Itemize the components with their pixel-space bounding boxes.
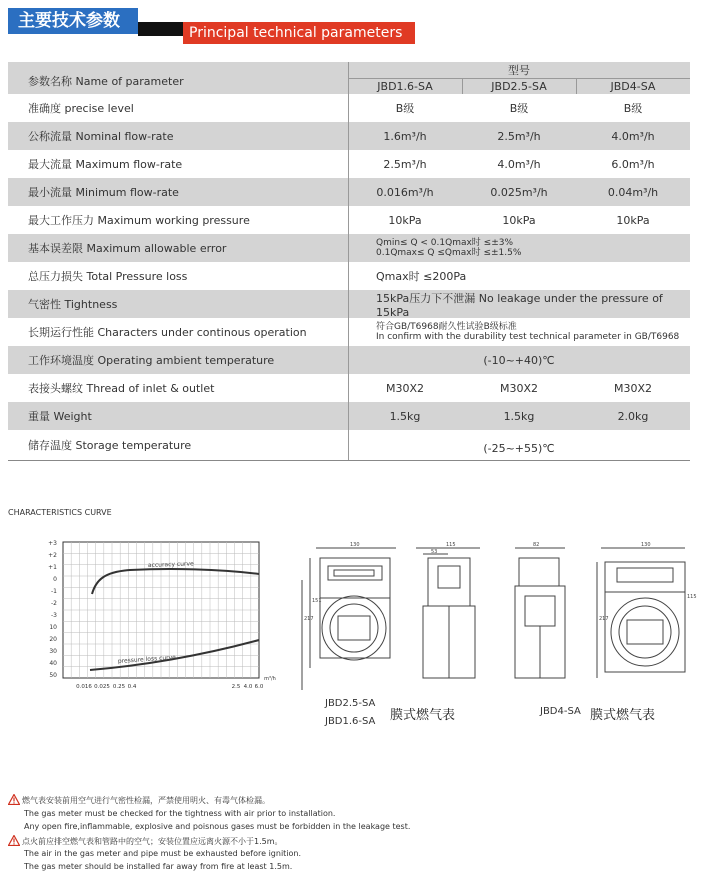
row-value: B级 [623,102,643,115]
table-header-row [8,62,690,94]
dim-label: 53 [431,549,438,555]
y-tick: +2 [48,552,57,559]
x-tick: 2.5 [231,684,241,690]
model-3: JBD4-SA [610,79,656,93]
meter-drawing-right-svg [505,540,705,700]
row-value: M30X2 [385,381,425,395]
y-tick: 40 [49,660,57,667]
table-row [8,430,690,461]
table-row [8,122,690,150]
x-unit: m³/h [264,676,276,682]
param-header: 参数名称 Name of parameter [28,75,184,88]
accuracy-curve-label: accuracy curve [147,560,194,569]
warning-1-en-1: The gas meter must be checked for the tightness with air prior to installation. [24,809,336,818]
table-row [8,234,690,262]
y-tick: -1 [51,588,57,595]
dim-label: 82 [533,542,540,548]
row-value: 0.025m³/h [490,185,548,199]
warning-1-cn: 燃气表安装前用空气进行气密性检漏，严禁使用明火、有毒气体检漏。 [22,796,270,805]
table-row [8,402,690,430]
row-label: 基本误差限 Maximum allowable error [28,242,227,255]
x-tick: 0.016 [76,684,92,690]
row-value: 2.0kg [617,409,649,423]
table-row [8,346,690,374]
row-value: 0.016m³/h [376,185,434,199]
row-value: 4.0m³/h [497,157,541,171]
caption-jbd16: JBD1.6-SA [325,716,376,727]
chart-svg [30,536,280,696]
row-span-value: 15kPa压力下不泄漏 No leakage under the pressure of 15kPa [376,291,663,319]
row-value: 6.0m³/h [611,157,655,171]
row-label: 总压力损失 Total Pressure loss [28,270,188,283]
model-2: JBD2.5-SA [491,79,547,93]
row-label: 最小流量 Minimum flow-rate [28,186,179,199]
y-tick: 10 [49,624,57,631]
row-label: 重量 Weight [28,410,92,423]
y-tick: +3 [48,540,57,547]
row-value: 2.5m³/h [497,129,541,143]
row-label: 气密性 Tightness [28,298,118,311]
row-label: 长期运行性能 Characters under continous operation [28,326,307,339]
caption-cn-left: 膜式燃气表 [390,708,456,723]
row-value: B级 [509,102,529,115]
title-decor [138,22,183,36]
row-value: 1.5kg [389,409,421,423]
title-cn: 主要技术参数 [8,8,138,34]
span-line: Qmin≤ Q < 0.1Qmax时 ≤±3% [376,238,514,248]
row-label: 准确度 precise level [28,102,134,115]
pressure-curve-label: pressure loss curve [117,653,177,665]
row-span-value [348,234,690,262]
model-1: JBD1.6-SA [377,79,433,93]
warning-2-en-1: The air in the gas meter and pipe must be exhausted before ignition. [24,849,302,858]
row-value: 10kPa [502,213,536,227]
warning-1-en-2: Any open fire,inflammable, explosive and poisnous gases must be forbidden in the leakage test. [24,822,411,831]
table-row [8,374,690,402]
y-tick: 50 [49,672,57,679]
dim-label: 115 [687,594,697,600]
x-tick: 0.25 [112,684,126,690]
x-tick: 6.0 [254,684,264,690]
table-row [8,150,690,178]
row-label: 工作环境温度 Operating ambient temperature [28,354,275,367]
dim-label: 130 [350,542,360,548]
warning-2-en-2: The gas meter should be installed far away from fire at least 1.5m. [24,862,293,871]
row-value: 1.6m³/h [383,129,427,143]
meter-drawing-left-svg [298,540,498,700]
row-value: 2.5m³/h [383,157,427,171]
x-tick: 4.0 [243,684,253,690]
span-line: 符合GB/T6968耐久性试验B级标准 [376,322,517,332]
y-tick: +1 [48,564,57,571]
row-label: 表接头螺纹 Thread of inlet & outlet [28,382,215,395]
x-tick: 0.025 [94,684,110,690]
table-row [8,318,690,346]
table-row [8,290,690,318]
table-row [8,262,690,290]
warning-icon [8,835,20,846]
dim-label: 217 [304,616,314,622]
dim-label: 217 [599,616,609,622]
caption-cn-right: 膜式燃气表 [590,708,656,723]
row-value: 4.0m³/h [611,129,655,143]
y-tick: 0 [53,576,57,583]
span-line: 0.1Qmax≤ Q ≤Qmax时 ≤±1.5% [376,248,522,258]
dim-label: 115 [446,542,456,548]
row-value: 0.04m³/h [607,185,659,199]
caption-jbd25: JBD2.5-SA [325,698,376,709]
row-value: 1.5kg [503,409,535,423]
x-tick: 0.4 [127,684,137,690]
row-value: M30X2 [499,381,539,395]
row-span-value: (-10~+40)℃ [483,353,555,367]
y-tick: 30 [49,648,57,655]
row-span-value [348,318,690,346]
y-tick: 20 [49,636,57,643]
row-span-value: (-25~+55)℃ [483,441,555,455]
row-label: 公称流量 Nominal flow-rate [28,130,174,143]
row-value: M30X2 [613,381,653,395]
warning-icon [8,794,20,805]
warning-2-cn: 点火前应排空燃气表和管路中的空气；安装位置应远离火源不小于1.5m。 [22,837,283,846]
row-label: 储存温度 Storage temperature [28,439,192,452]
dim-label: 130 [641,542,651,548]
row-value: 10kPa [616,213,650,227]
dim-label: 151 [312,598,322,604]
row-label: 最大工作压力 Maximum working pressure [28,214,250,227]
row-value: B级 [395,102,415,115]
title-en: Principal technical parameters [183,22,415,44]
caption-jbd4: JBD4-SA [540,706,581,717]
table-row [8,206,690,234]
span-line: In confirm with the durability test technical parameter in GB/T6968 [376,332,680,342]
table-row [8,94,690,122]
meter-drawing-right [505,540,705,700]
table-row [8,178,690,206]
y-tick: -2 [51,600,57,607]
curve-section-title: CHARACTERISTICS CURVE [8,508,112,517]
row-label: 最大流量 Maximum flow-rate [28,158,183,171]
model-header: 型号 [508,64,530,77]
row-value: 10kPa [388,213,422,227]
y-tick: -3 [51,612,57,619]
row-span-value: Qmax时 ≤200Pa [376,270,467,283]
characteristics-chart [30,536,280,696]
meter-drawing-left [298,540,498,700]
